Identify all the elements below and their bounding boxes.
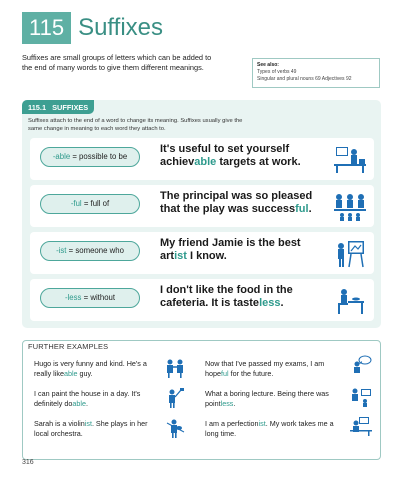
suffix-text: -ful [70,199,82,208]
suffix-meaning: = without [81,293,116,302]
sentence-part: . [308,203,312,215]
example-part: Sarah is a violin [34,419,85,428]
suffix-highlight: able [194,156,217,168]
suffix-row-able [30,138,374,180]
suffix-highlight: ful [221,368,229,378]
suffix-meaning: = full of [81,199,110,208]
example-part: I am a perfection [205,419,259,428]
office-worker-icon [334,144,366,174]
page-number: 316 [22,459,34,466]
suffix-pill [40,147,140,167]
suffix-row-less [30,279,374,321]
suffix-highlight: less [220,398,234,408]
painter-icon [164,388,186,408]
see-also-line-1: Types of verbs 49 [257,69,297,75]
cafeteria-diner-icon [334,285,366,315]
section-description: Suffixes attach to the end of a word to change its meaning. Suffixes usually give the same change in meaning to each word they attach to. [28,118,243,132]
example-part: guy. [77,368,93,378]
see-also-box [252,58,380,88]
section-number: 115.1 [28,103,47,112]
intro-text: Suffixes are small groups of letters which can be added to the end of many words to give them different meanings. [22,53,212,72]
further-example [34,389,164,408]
desk-worker-icon [350,416,372,436]
example-part: . She plays in her local orchestra. [34,419,148,438]
example-part: Now that I've passed my exams, I am hope [205,359,325,378]
suffix-highlight: less [259,297,281,309]
suffix-pill [40,241,140,261]
example-sentence [160,237,330,263]
suffix-meaning: = possible to be [70,152,128,161]
example-sentence [160,284,330,310]
sentence-part: I don't like the food in the cafeteria. It is taste [160,284,293,309]
section-tag [22,100,94,114]
sentence-part: . [280,297,284,309]
sentence-part: targets at work. [216,156,301,168]
stage-play-icon [334,191,366,221]
suffix-highlight: ist [258,419,266,428]
violinist-icon [164,418,186,438]
example-part: What a boring lecture. Being there was point [205,389,329,408]
suffix-highlight: able [63,368,78,378]
section-title: SUFFIXES [52,103,89,112]
example-part: . My work takes me a long time. [205,419,334,438]
suffix-highlight: ist [84,419,92,428]
suffix-row-ist [30,232,374,274]
sentence-part: My friend Jamie is the best art [160,237,301,262]
suffix-text: -less [64,293,82,302]
chapter-number: 115 [22,12,71,44]
example-part: . [85,398,88,408]
chapter-title: Suffixes [78,14,164,41]
see-also-line-2: Singular and plural nouns 69 Adjectives 92 [257,76,352,82]
suffix-meaning: = someone who [66,246,124,255]
see-also-label: See also: [257,62,279,68]
suffix-pill [40,194,140,214]
example-sentence [160,143,330,169]
hopeful-person-icon [350,355,372,375]
example-part: I can paint the house in a day. It's definitely do [34,389,141,408]
sentence-part: It's useful to set yourself [160,143,290,155]
sentence-part: I know. [186,250,227,262]
lecture-icon [350,387,372,407]
sentence-part: achiev [160,156,195,168]
suffix-highlight: ful [295,203,309,215]
example-part: for the future. [228,368,274,378]
further-example [34,419,164,438]
further-examples-title: FURTHER EXAMPLES [28,342,109,351]
further-example [205,419,335,438]
suffix-highlight: ist [174,250,187,262]
friends-icon [164,358,186,378]
artist-easel-icon [334,238,366,268]
example-part: Hugo is very funny and kind. He's a really like [34,359,147,378]
further-example [205,359,335,378]
further-example [205,389,335,408]
suffix-pill [40,288,140,308]
suffix-row-ful [30,185,374,227]
suffix-text: -able [52,152,71,161]
suffix-highlight: able [72,398,86,408]
example-sentence [160,190,330,216]
example-part: . [233,398,236,408]
further-example [34,359,164,378]
sentence-part: The principal was so pleased that the play was success [160,190,313,215]
suffix-text: -ist [56,246,67,255]
chapter-heading [22,12,163,44]
